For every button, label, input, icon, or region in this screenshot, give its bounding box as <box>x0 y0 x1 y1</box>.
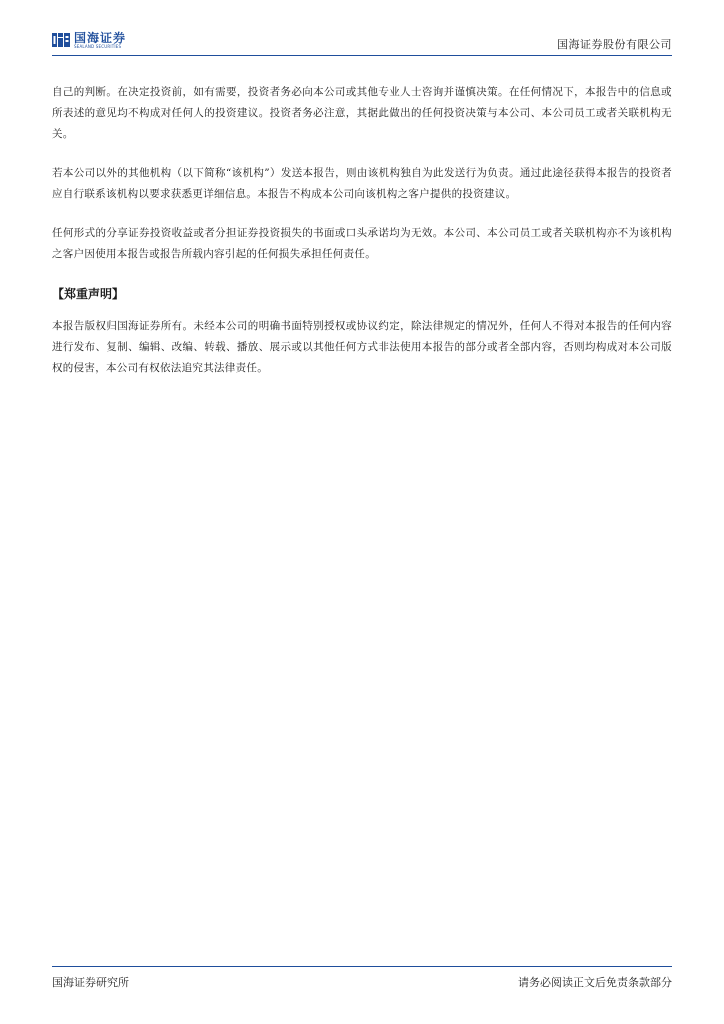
footer-disclaimer-note: 请务必阅读正文后免责条款部分 <box>518 976 672 989</box>
header-company-name: 国海证券股份有限公司 <box>557 38 672 51</box>
company-logo <box>52 31 126 49</box>
logo-chinese-name: 国海证券 <box>74 30 127 45</box>
logo-english-name: SEALAND SECURITIES <box>74 43 122 49</box>
page-header <box>52 28 672 56</box>
document-body <box>52 82 672 397</box>
footer-institute-name: 国海证券研究所 <box>52 976 129 989</box>
sealand-logo-icon <box>52 31 70 49</box>
disclaimer-paragraph-2: 若本公司以外的其他机构（以下简称“该机构”）发送本报告，则由该机构独自为此发送行为负责。通过此途径获得本报告的投资者应自行联系该机构以要求获悉更详细信息。本报告不构成本公司向该机构之客户提供的投资建议。 <box>52 167 672 200</box>
disclaimer-paragraph-3: 任何形式的分享证券投资收益或者分担证券投资损失的书面或口头承诺均为无效。本公司、本公司员工或者关联机构亦不为该机构之客户因使用本报告或报告所载内容引起的任何损失承担任何责任。 <box>52 227 672 260</box>
footer-divider <box>52 966 672 967</box>
section-title-solemn-statement: 【郑重声明】 <box>52 287 125 301</box>
copyright-paragraph: 本报告版权归国海证券所有。未经本公司的明确书面特别授权或协议约定，除法律规定的情况外，任何人不得对本报告的任何内容进行发布、复制、编辑、改编、转载、播放、展示或以其他任何方式非法使用本报告的部分或者全部内容，否则均构成对本公司版权的侵害，本公司有权依法追究其法律责任。 <box>52 320 672 374</box>
disclaimer-paragraph-1: 自己的判断。在决定投资前，如有需要，投资者务必向本公司或其他专业人士咨询并谨慎决策。在任何情况下，本报告中的信息或所表述的意见均不构成对任何人的投资建议。投资者务必注意，其据此做出的任何投资决策与本公司、本公司员工或者关联机构无关。 <box>52 86 672 140</box>
header-divider <box>52 55 672 56</box>
